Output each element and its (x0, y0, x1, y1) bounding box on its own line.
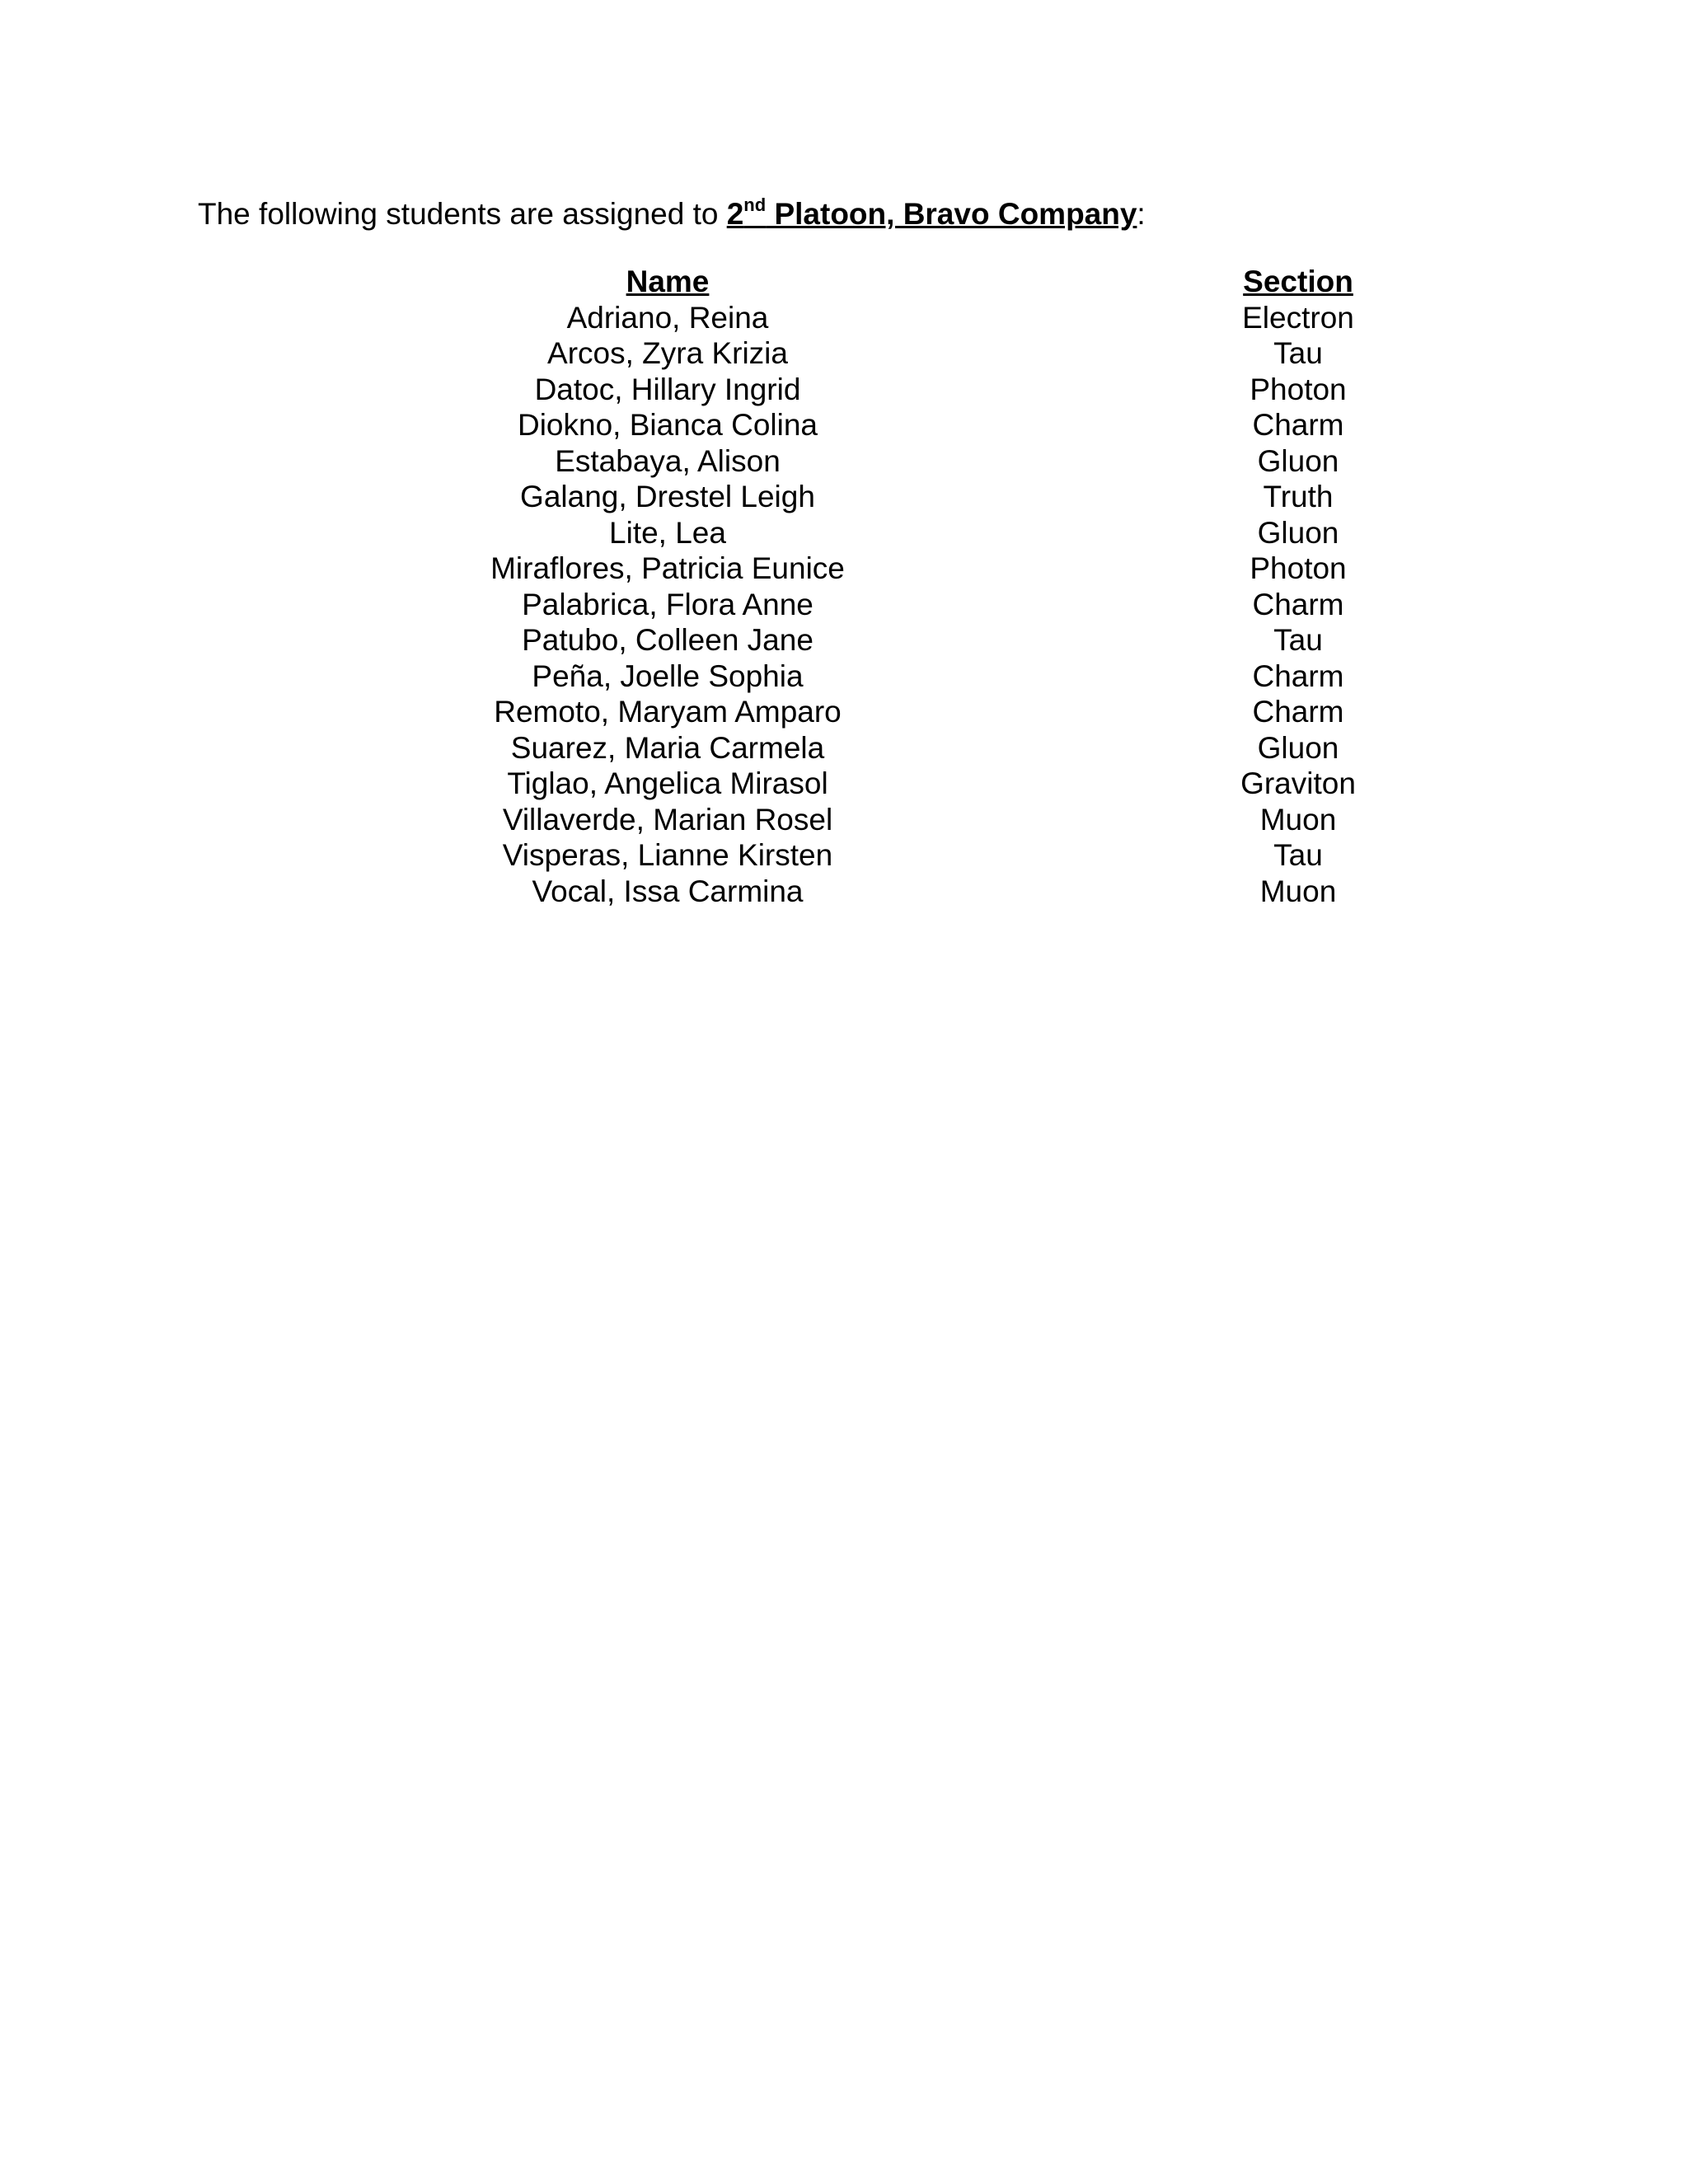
section-column (1154, 264, 1442, 909)
student-name: Vocal, Issa Carmina (532, 874, 804, 908)
section-column-header: Section (1243, 265, 1353, 298)
student-section: Charm (1252, 587, 1344, 621)
student-section: Tau (1273, 838, 1323, 872)
student-section: Charm (1252, 658, 1344, 693)
student-section: Muon (1259, 802, 1337, 837)
student-section: Gluon (1257, 515, 1339, 550)
student-name: Palabrica, Flora Anne (522, 587, 814, 621)
intro-sentence (198, 194, 1146, 234)
student-name: Peña, Joelle Sophia (532, 658, 804, 693)
student-section: Graviton (1240, 766, 1356, 800)
student-section: Charm (1252, 408, 1344, 442)
student-section: Photon (1250, 551, 1347, 585)
student-section: Truth (1263, 480, 1334, 513)
student-name: Datoc, Hillary Ingrid (534, 372, 801, 406)
student-section: Photon (1250, 372, 1347, 406)
student-section: Tau (1273, 336, 1323, 370)
student-name: Visperas, Lianne Kirsten (502, 838, 833, 872)
student-name: Villaverde, Marian Rosel (502, 802, 833, 837)
student-name: Suarez, Maria Carmela (510, 730, 825, 765)
student-name: Lite, Lea (609, 515, 726, 550)
student-name: Remoto, Maryam Amparo (494, 695, 842, 729)
student-name: Arcos, Zyra Krizia (547, 336, 788, 370)
name-column (412, 264, 923, 909)
student-name: Tiglao, Angelica Mirasol (507, 766, 828, 800)
student-section: Electron (1242, 300, 1354, 335)
name-column-header: Name (626, 265, 710, 298)
student-name: Miraflores, Patricia Eunice (490, 551, 845, 585)
student-name: Diokno, Bianca Colina (517, 408, 818, 442)
student-section: Tau (1273, 623, 1323, 657)
student-name: Galang, Drestel Leigh (520, 480, 815, 513)
student-name: Adriano, Reina (566, 300, 769, 335)
student-section: Gluon (1257, 730, 1339, 765)
ordinal-suffix: nd (743, 194, 767, 215)
intro-prefix: The following students are assigned to (198, 197, 727, 231)
student-section: Muon (1259, 874, 1337, 908)
unit-name: Platoon, Bravo Company (766, 197, 1137, 231)
assigned-unit (726, 194, 1137, 231)
student-name: Estabaya, Alison (555, 443, 781, 478)
intro-suffix: : (1137, 197, 1146, 231)
student-name: Patubo, Colleen Jane (522, 623, 814, 657)
student-section: Gluon (1257, 443, 1339, 478)
ordinal-number: 2 (726, 197, 744, 231)
student-section: Charm (1252, 695, 1344, 729)
